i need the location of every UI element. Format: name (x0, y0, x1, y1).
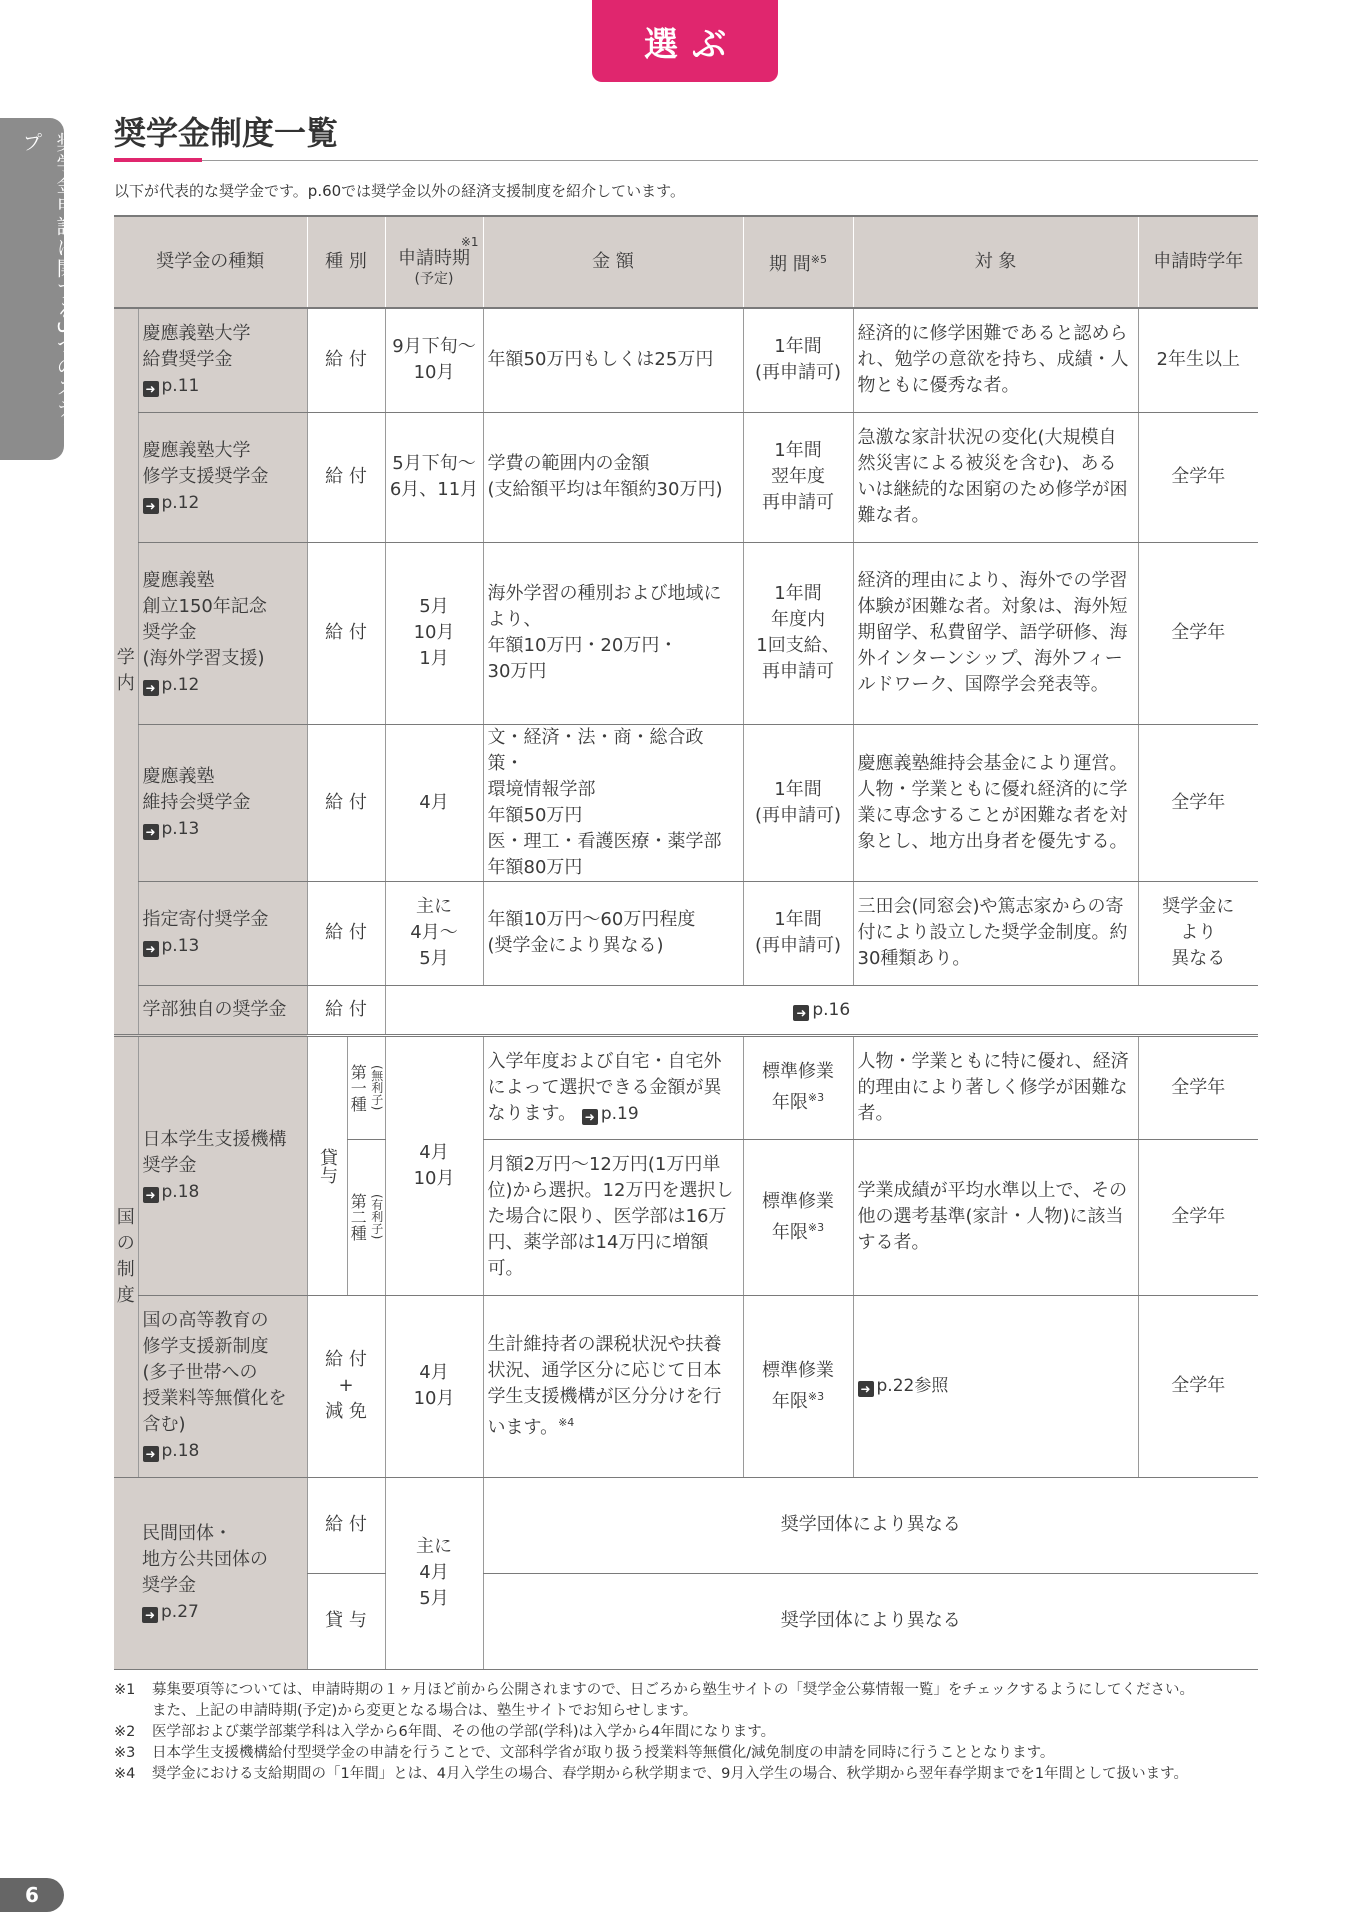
side-tab-text: 奨学金申請に関する3つのステップ (19, 132, 77, 440)
note-cell: 奨学団体により異なる (483, 1573, 1258, 1669)
grade-cell: 2年生以上 (1138, 308, 1258, 412)
group-label-national: 国の制度 (114, 1035, 138, 1477)
scholarship-name: 慶應義塾 維持会奨学金 ➜ p.13 (138, 724, 307, 881)
table-row (114, 1295, 1258, 1477)
kind-cell: 給 付 (307, 542, 385, 724)
page-ref-link[interactable]: ➜ p.12 (143, 490, 303, 516)
header-grade: 申請時学年 (1138, 216, 1258, 308)
table-row (114, 985, 1258, 1035)
page-title: 奨学金制度一覧 (114, 114, 339, 152)
arrow-right-icon: ➜ (582, 1109, 598, 1125)
period-cell: 主に 4月 5月 (385, 1477, 483, 1669)
term-cell: 標準修業 年限$^{※3}$ (743, 1035, 853, 1139)
arrow-right-icon: ➜ (143, 680, 159, 696)
period-cell: 4月 10月 (385, 1035, 483, 1295)
arrow-right-icon: ➜ (143, 381, 159, 397)
footnote: ※3 日本学生支援機構給付型奨学金の申請を行うことで、文部科学省が取り扱う授業料等無償化/減免制度の申請を同時に行うこととなります。 (114, 1745, 1055, 1761)
target-cell: 経済的理由により、海外での学習体験が困難な者。対象は、海外短期留学、私費留学、語学研修、海外インターンシップ、海外フィールドワーク、国際学会発表等。 (853, 542, 1138, 724)
period-cell: 4月 (385, 724, 483, 881)
footnote: ※1 募集要項等については、申請時期の１ヶ月ほど前から公開されますので、日ごろから塾生サイトの「奨学金公募情報一覧」をチェックするようにしてください。 (114, 1682, 1194, 1698)
amount-cell: 入学年度および自宅・自宅外によって選択できる金額が異なります。 ➜ p.19 (483, 1035, 743, 1139)
grade-cell: 奨学金に より 異なる (1138, 881, 1258, 985)
scholarship-name: 日本学生支援機構 奨学金 ➜ p.18 (138, 1035, 307, 1295)
scholarship-name: 慶應義塾 創立150年記念 奨学金 (海外学習支援) ➜ p.12 (138, 542, 307, 724)
page-ref-link[interactable]: ➜ p.11 (143, 373, 303, 399)
arrow-right-icon: ➜ (143, 824, 159, 840)
target-cell: 三田会(同窓会)や篤志家からの寄付により設立した奨学金制度。約30種類あり。 (853, 881, 1138, 985)
kind-cell: 貸与 (307, 1035, 347, 1295)
amount-cell: 学費の範囲内の金額 (支給額平均は年額約30万円) (483, 412, 743, 542)
period-cell: 主に 4月〜 5月 (385, 881, 483, 985)
period-cell: 4月 10月 (385, 1295, 483, 1477)
target-cell: 学業成績が平均水準以上で、その他の選考基準(家計・人物)に該当する者。 (853, 1139, 1138, 1295)
header-kind: 種 別 (307, 216, 385, 308)
period-cell: 9月下旬〜 10月 (385, 308, 483, 412)
page-ref-link[interactable]: ➜ p.19 (582, 1104, 639, 1124)
section-tab-badge: 選ぶ (592, 0, 778, 82)
footnotes (114, 1680, 1264, 1785)
subtype-cell: 第一種 (無利子) (347, 1035, 385, 1139)
kind-cell: 給 付 (307, 412, 385, 542)
header-period (385, 216, 483, 308)
period-cell: 5月下旬〜 6月、11月 (385, 412, 483, 542)
title-accent (114, 158, 202, 162)
table-row (114, 724, 1258, 881)
intro-text: 以下が代表的な奨学金です。p.60では奨学金以外の経済支援制度を紹介しています。 (114, 182, 685, 200)
scholarship-name: 民間団体・ 地方公共団体の 奨学金 ➜ p.27 (114, 1477, 307, 1669)
table-row (114, 308, 1258, 412)
group-label-campus: 学内 (114, 308, 138, 1035)
header-period-note: ※1 (460, 235, 479, 249)
scholarship-name: 慶應義塾大学 修学支援奨学金 ➜ p.12 (138, 412, 307, 542)
page-ref-link[interactable]: ➜ p.13 (143, 816, 303, 842)
period-cell: 5月 10月 1月 (385, 542, 483, 724)
grade-cell: 全学年 (1138, 1139, 1258, 1295)
header-term (743, 216, 853, 308)
kind-cell: 給 付 (307, 1477, 385, 1573)
target-cell: 急激な家計状況の変化(大規模自然災害による被災を含む)、あるいは継続的な困窮のため修学が困難な者。 (853, 412, 1138, 542)
kind-cell: 給 付 + 減 免 (307, 1295, 385, 1477)
arrow-right-icon: ➜ (143, 941, 159, 957)
footnote: ※2 医学部および薬学部薬学科は入学から6年間、その他の学部(学科)は入学から4年間になります。 (114, 1724, 776, 1740)
page-ref-link[interactable]: ➜ p.27 (142, 1599, 303, 1625)
grade-cell: 全学年 (1138, 1035, 1258, 1139)
grade-cell: 全学年 (1138, 724, 1258, 881)
page-ref-link[interactable]: ➜ p.22参照 (858, 1376, 949, 1396)
term-cell: 1年間 (再申請可) (743, 724, 853, 881)
kind-cell: 給 付 (307, 985, 385, 1035)
term-cell: 1年間 (再申請可) (743, 308, 853, 412)
arrow-right-icon: ➜ (793, 1005, 809, 1021)
page-number: 6 (0, 1878, 64, 1912)
target-cell: 人物・学業ともに特に優れ、経済的理由により著しく修学が困難な者。 (853, 1035, 1138, 1139)
term-cell: 標準修業 年限$^{※3}$ (743, 1295, 853, 1477)
amount-cell: 年額50万円もしくは25万円 (483, 308, 743, 412)
scholarship-table-area (114, 215, 1258, 1670)
amount-cell: 文・経済・法・商・総合政策・ 環境情報学部 年額50万円 医・理工・看護医療・薬学部 年額80万円 (483, 724, 743, 881)
target-cell: 経済的に修学困難であると認められ、勉学の意欲を持ち、成績・人物ともに優秀な者。 (853, 308, 1138, 412)
target-cell: 慶應義塾維持会基金により運営。人物・学業ともに優れ経済的に学業に専念することが困難な者を対象とし、地方出身者を優先する。 (853, 724, 1138, 881)
page-ref-link[interactable]: ➜ p.18 (143, 1179, 303, 1205)
note-cell: 奨学団体により異なる (483, 1477, 1258, 1573)
scholarship-table (114, 215, 1258, 1670)
term-cell: 1年間 翌年度 再申請可 (743, 412, 853, 542)
arrow-right-icon: ➜ (142, 1607, 158, 1623)
header-period-sub: (予定) (414, 271, 454, 287)
table-row (114, 1477, 1258, 1573)
arrow-right-icon: ➜ (143, 498, 159, 514)
table-row (114, 542, 1258, 724)
kind-cell: 給 付 (307, 724, 385, 881)
header-type: 奨学金の種類 (114, 216, 307, 308)
amount-cell: 年額10万円〜60万円程度 (奨学金により異なる) (483, 881, 743, 985)
header-target: 対 象 (853, 216, 1138, 308)
amount-cell: 生計維持者の課税状況や扶養状況、通学区分に応じて日本学生支援機構が区分分けを行います。$^{※4}$ (483, 1295, 743, 1477)
reference-cell (385, 985, 1258, 1035)
scholarship-name: 指定寄付奨学金 ➜ p.13 (138, 881, 307, 985)
scholarship-name: 学部独自の奨学金 (138, 985, 307, 1035)
kind-cell: 給 付 (307, 308, 385, 412)
header-term-note: ※5 (810, 252, 827, 266)
target-cell (853, 1295, 1138, 1477)
arrow-right-icon: ➜ (143, 1446, 159, 1462)
header-term-label: 期 間 (769, 253, 811, 275)
page-ref-link[interactable]: ➜ p.18 (143, 1438, 303, 1464)
subtype-cell: 第二種 (有利子) (347, 1139, 385, 1295)
table-row (114, 1035, 1258, 1139)
scholarship-name: 慶應義塾大学 給費奨学金 ➜ p.11 (138, 308, 307, 412)
grade-cell: 全学年 (1138, 412, 1258, 542)
term-cell: 標準修業 年限$^{※3}$ (743, 1139, 853, 1295)
page-ref-link[interactable]: ➜ p.16 (793, 1000, 850, 1020)
amount-cell: 海外学習の種別および地域により、 年額10万円・20万円・ 30万円 (483, 542, 743, 724)
arrow-right-icon: ➜ (858, 1381, 874, 1397)
footnote: また、上記の申請時期(予定)から変更となる場合は、塾生サイトでお知らせします。 (152, 1703, 698, 1719)
footnote: ※4 奨学金における支給期間の「1年間」とは、4月入学生の場合、春学期から秋学期まで、9月入学生の場合、秋学期から翌年春学期までを1年間として扱います。 (114, 1766, 1188, 1782)
header-amount: 金 額 (483, 216, 743, 308)
side-chapter-tab (0, 118, 77, 460)
kind-cell: 貸 与 (307, 1573, 385, 1669)
table-row (114, 412, 1258, 542)
amount-cell: 月額2万円〜12万円(1万円単位)から選択。12万円を選択した場合に限り、医学部は16万円、薬学部は14万円に増額可。 (483, 1139, 743, 1295)
table-header-row (114, 216, 1258, 308)
grade-cell: 全学年 (1138, 542, 1258, 724)
page-ref-link[interactable]: ➜ p.12 (143, 672, 303, 698)
term-cell: 1年間 年度内 1回支給、 再申請可 (743, 542, 853, 724)
header-period-label: 申請時期 (398, 248, 471, 269)
arrow-right-icon: ➜ (143, 1187, 159, 1203)
kind-cell: 給 付 (307, 881, 385, 985)
term-cell: 1年間 (再申請可) (743, 881, 853, 985)
scholarship-name: 国の高等教育の 修学支援新制度 (多子世帯への 授業料等無償化を 含む) ➜ p.18 (138, 1295, 307, 1477)
title-rule (114, 160, 1258, 161)
grade-cell: 全学年 (1138, 1295, 1258, 1477)
page-ref-link[interactable]: ➜ p.13 (143, 933, 303, 959)
table-row (114, 881, 1258, 985)
